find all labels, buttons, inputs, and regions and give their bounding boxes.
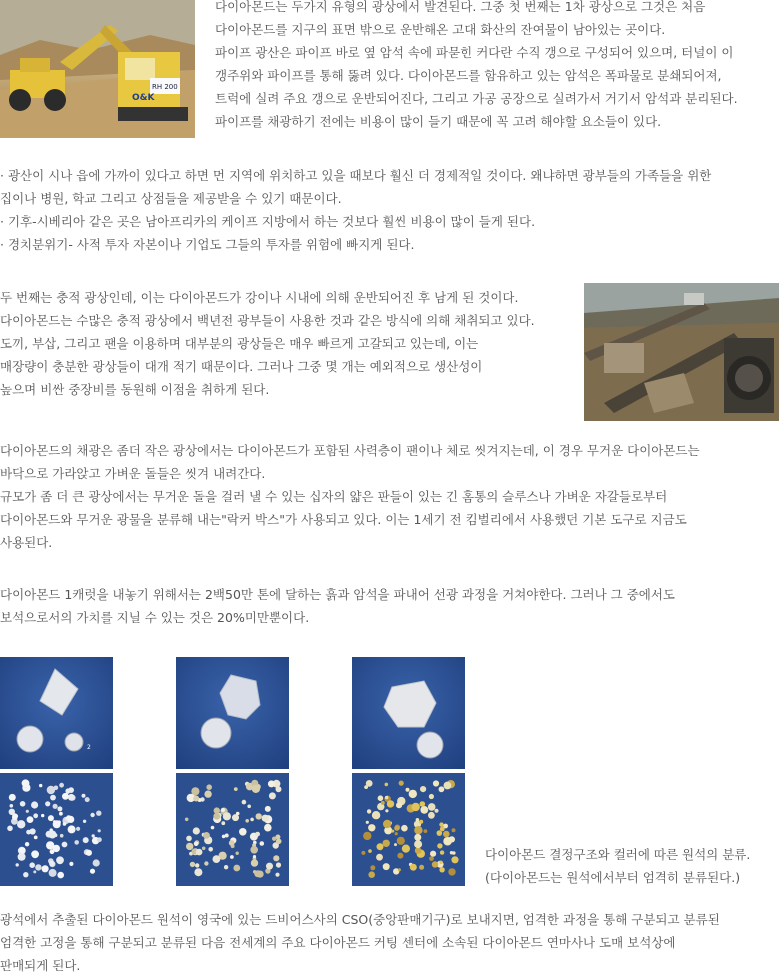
intro-line: 트럭에 실려 주요 갱으로 운반되어진다, 그리고 가공 공장으로 실려가서 거기서 암석과 분리된다. bbox=[215, 91, 738, 106]
rough-stone bbox=[265, 806, 271, 812]
rough-stone bbox=[20, 801, 26, 807]
rough-stone bbox=[419, 820, 423, 824]
rough-stone bbox=[437, 843, 442, 848]
rough-stone bbox=[193, 796, 199, 802]
rough-stone bbox=[76, 827, 80, 831]
rough-stone bbox=[385, 783, 389, 787]
mining-line: 다이아몬드와 무거운 광물을 분류해 내는"락커 박스"가 사용되고 있다. 이는 1세기 전 킴벌리에서 사용했던 기본 도구로 지금도 bbox=[0, 512, 687, 527]
rough-diamond-rounded-photo bbox=[352, 657, 465, 769]
rough-stone bbox=[391, 830, 394, 833]
rough-diamond-irregular-photo bbox=[176, 657, 289, 769]
rough-stone bbox=[449, 837, 454, 842]
rough-stone bbox=[272, 837, 276, 841]
rough-stone bbox=[409, 790, 417, 798]
rough-stone bbox=[194, 868, 202, 876]
rough-stone bbox=[257, 871, 264, 878]
alluvial-line: 도끼, 부삽, 그리고 팬을 이용하며 대부분의 광상들은 매우 빠르게 고갈되고 있는데, 이는 bbox=[0, 336, 479, 351]
rough-stone bbox=[9, 809, 15, 815]
rough-stone bbox=[269, 792, 276, 799]
rough-stone bbox=[63, 822, 67, 826]
rough-stone bbox=[26, 810, 29, 813]
rough-stone bbox=[83, 837, 89, 843]
rough-stone bbox=[19, 847, 25, 853]
factor-item: 집이나 병원, 학교 그리고 상점들을 제공받을 수 있기 때문이다. bbox=[0, 191, 342, 206]
rough-stone bbox=[440, 850, 444, 854]
rough-stone bbox=[31, 850, 39, 858]
rough-stone bbox=[23, 872, 28, 877]
rough-stone bbox=[385, 809, 388, 812]
rough-stone bbox=[208, 847, 213, 852]
rough-stone bbox=[381, 801, 385, 805]
rough-stone bbox=[394, 825, 399, 830]
rough-stone bbox=[236, 852, 239, 855]
rough-stone bbox=[276, 786, 282, 792]
rough-stone bbox=[410, 864, 417, 871]
rough-stone bbox=[185, 818, 189, 822]
rough-stone bbox=[232, 814, 239, 821]
rough-stone bbox=[190, 862, 195, 867]
rough-stone bbox=[45, 801, 50, 806]
rough-stone bbox=[439, 867, 444, 872]
rough-stone bbox=[83, 820, 86, 823]
intro-line: 파이프를 채광하기 전에는 비용이 많이 들기 때문에 꼭 고려 해야할 요소들이 있다. bbox=[215, 114, 662, 129]
rough-stone bbox=[448, 868, 455, 875]
rough-stone bbox=[437, 830, 443, 836]
carat-line: 다이아몬드 1캐럿을 내놓기 위해서는 2백50만 톤에 달하는 흙과 암석을 파내어 선광 과정을 거쳐야한다. 그러나 그 중에서도 bbox=[0, 587, 675, 602]
rough-stone bbox=[451, 856, 458, 863]
rough-stone bbox=[186, 836, 192, 842]
rough-stone bbox=[242, 800, 247, 805]
rough-stone bbox=[33, 813, 38, 818]
factors-list bbox=[0, 164, 711, 256]
rough-stone bbox=[41, 814, 44, 817]
intro-line: 다이아몬드를 지구의 표면 밖으로 운반해온 고대 화산의 잔여물이 남아있는 곳이다. bbox=[215, 22, 666, 37]
mining-paragraph bbox=[0, 439, 700, 554]
rough-stone bbox=[424, 829, 428, 833]
intro-paragraph bbox=[215, 0, 738, 133]
rough-stone bbox=[262, 815, 269, 822]
rough-stone bbox=[213, 855, 221, 863]
mining-line: 사용된다. bbox=[0, 535, 53, 550]
rough-stone bbox=[48, 815, 54, 821]
rough-stone bbox=[363, 832, 371, 840]
rough-stone bbox=[62, 793, 69, 800]
caption-line-2: (다이아몬드는 원석에서부터 엄격히 분류된다.) bbox=[485, 870, 741, 885]
rough-stone bbox=[29, 828, 35, 834]
mining-line: 다이아몬드의 채광은 좀더 작은 광상에서는 다이아몬드가 포함된 사력층이 팬이나 체로 씻겨지는데, 이 경우 무거운 다이아몬드는 bbox=[0, 443, 700, 458]
rough-stone bbox=[245, 819, 249, 823]
rough-stone bbox=[268, 780, 275, 787]
rough-stone bbox=[420, 806, 428, 814]
rough-stone bbox=[251, 859, 258, 866]
rough-stone bbox=[444, 782, 452, 790]
rough-stone bbox=[397, 837, 405, 845]
intro-line: 다이아몬드는 두가지 유형의 광상에서 발견된다. 그중 첫 번째는 1차 광상으로 그것은 처음 bbox=[215, 0, 706, 14]
rough-stone bbox=[16, 863, 19, 866]
rough-stone bbox=[429, 794, 434, 799]
rough-stone bbox=[255, 832, 260, 837]
rough-stone bbox=[250, 818, 254, 822]
rough-stone bbox=[247, 805, 251, 809]
rough-stone bbox=[224, 865, 228, 869]
rough-stone bbox=[195, 863, 199, 867]
rough-stone bbox=[211, 826, 215, 830]
rough-stone bbox=[221, 808, 225, 812]
truck-brand-text: O&K bbox=[132, 93, 155, 103]
rough-stone bbox=[429, 856, 434, 861]
rough-stone bbox=[266, 863, 273, 870]
rough-stone bbox=[213, 813, 220, 820]
alluvial-line: 두 번째는 충적 광상인데, 이는 다이아몬드가 강이나 시내에 의해 운반되어진 후 남게 된 것이다. bbox=[0, 290, 519, 305]
rough-stone bbox=[252, 785, 260, 793]
rough-stone bbox=[202, 847, 206, 851]
rough-stone bbox=[419, 865, 424, 870]
rough-stone bbox=[420, 786, 426, 792]
rough-stone bbox=[66, 815, 71, 820]
rough-stone bbox=[377, 843, 384, 850]
rough-stone bbox=[194, 842, 199, 847]
rough-stone bbox=[401, 825, 408, 832]
rough-stone bbox=[395, 832, 398, 835]
rough-stone bbox=[452, 851, 456, 855]
alluvial-plant-photo bbox=[584, 283, 779, 421]
rough-stone bbox=[399, 781, 404, 786]
rough-stone bbox=[253, 855, 256, 858]
rough-stone bbox=[376, 854, 383, 861]
rough-stone bbox=[428, 812, 435, 819]
rough-stone bbox=[7, 826, 13, 832]
rough-stone bbox=[439, 861, 442, 864]
factor-item: · 경치분위기- 사적 투자 자본이나 기업도 그들의 투자를 위험에 빠지게 된다. bbox=[0, 237, 415, 252]
rough-stone bbox=[46, 841, 54, 849]
rough-stone bbox=[239, 828, 247, 836]
rough-stone bbox=[96, 811, 101, 816]
rough-stone bbox=[273, 855, 279, 861]
rough-stone bbox=[385, 796, 388, 799]
rough-stone bbox=[420, 801, 426, 807]
rough-stone bbox=[260, 841, 265, 846]
rough-stone bbox=[27, 816, 34, 823]
rough-stone bbox=[74, 840, 79, 845]
rough-stone bbox=[48, 831, 56, 839]
rough-stone bbox=[39, 784, 42, 787]
rough-stone bbox=[396, 802, 402, 808]
rough-stone bbox=[250, 846, 258, 854]
rough-stone bbox=[33, 870, 36, 873]
rough-stone bbox=[428, 803, 436, 811]
sorted-white-roughs-photo bbox=[0, 773, 113, 886]
rough-stone bbox=[264, 824, 272, 832]
rough-stone bbox=[372, 811, 380, 819]
rough-stone bbox=[368, 871, 375, 878]
rough-stone bbox=[367, 809, 371, 813]
rough-stone bbox=[204, 861, 208, 865]
rough-stone bbox=[439, 822, 443, 826]
rough-stone bbox=[368, 849, 372, 853]
carat-line: 보석으로서의 가치를 지닐 수 있는 것은 20%미만뿐이다. bbox=[0, 610, 310, 625]
rough-stone bbox=[47, 786, 55, 794]
truck-number-text: RH 200 bbox=[152, 83, 178, 91]
excavator-photo bbox=[0, 0, 195, 138]
rough-stone bbox=[42, 865, 49, 872]
rough-stone bbox=[31, 801, 38, 808]
rough-stone bbox=[85, 797, 90, 802]
mining-line: 규모가 좀 더 큰 광상에서는 무거운 돌을 걸러 낼 수 있는 십자의 얇은 판들이 있는 긴 홈통의 슬루스나 가벼운 자갈들로부터 bbox=[0, 489, 668, 504]
rough-stone bbox=[378, 795, 384, 801]
rough-stone bbox=[387, 800, 394, 807]
closing-line: 판매되게 된다. bbox=[0, 958, 81, 973]
rough-stone bbox=[368, 824, 375, 831]
rough-stone bbox=[82, 794, 86, 798]
factor-item: · 광산이 시나 읍에 가까이 있다고 하면 먼 지역에 위치하고 있을 때보다 훨신 더 경제적일 것이다. 왜냐하면 광부들의 가족들을 위한 bbox=[0, 168, 712, 183]
rough-stone bbox=[53, 804, 58, 809]
rough-stone bbox=[69, 862, 73, 866]
rough-stone bbox=[10, 804, 14, 808]
rough-stone bbox=[230, 855, 234, 859]
rough-stone bbox=[222, 835, 226, 839]
rough-stone bbox=[59, 783, 64, 788]
intro-line: 갱주위와 파이프를 통해 뚫려 있다. 다이아몬드를 함유하고 있는 암석은 폭파물로 분쇄되어져, bbox=[215, 68, 722, 83]
rough-stone bbox=[17, 820, 25, 828]
rough-stone bbox=[57, 806, 62, 811]
rough-stone bbox=[398, 868, 401, 871]
rough-stone bbox=[432, 861, 438, 867]
rough-stone bbox=[221, 821, 225, 825]
rough-stone bbox=[97, 837, 102, 842]
rough-stone bbox=[439, 786, 445, 792]
intro-line: 파이프 광산은 파이프 바로 옆 암석 속에 파묻힌 커다란 수직 갱으로 구성되어 있으며, 터널이 이 bbox=[215, 45, 734, 60]
mining-line: 바닥으로 가라앉고 가벼운 돌들은 씻겨 내려간다. bbox=[0, 466, 266, 481]
rough-stone bbox=[204, 790, 211, 797]
rough-stone bbox=[397, 853, 403, 859]
rough-stone bbox=[223, 812, 231, 820]
rough-stone bbox=[57, 872, 64, 879]
rough-stone bbox=[402, 845, 410, 853]
rough-stone bbox=[364, 785, 368, 789]
rough-stone bbox=[276, 862, 281, 867]
carat-paragraph bbox=[0, 583, 675, 629]
rough-stone bbox=[68, 794, 75, 801]
rough-stone bbox=[93, 859, 100, 866]
rough-stone bbox=[196, 849, 203, 856]
alluvial-paragraph bbox=[0, 286, 535, 401]
closing-line: 엄격한 고정을 통해 구분되고 분류된 다음 전세계의 주요 다이아몬드 커팅 센터에 소속된 다이아몬드 연마사나 도매 보석상에 bbox=[0, 935, 676, 950]
rough-stone bbox=[276, 839, 282, 845]
rough-stone bbox=[9, 794, 16, 801]
rough-stone bbox=[206, 784, 212, 790]
rough-stone bbox=[440, 827, 445, 832]
rough-stone bbox=[452, 828, 456, 832]
rough-stone bbox=[68, 825, 76, 833]
rough-stone bbox=[370, 865, 375, 870]
rough-stone bbox=[53, 820, 61, 828]
rough-stone bbox=[29, 862, 35, 868]
caption-line-1: 다이아몬드 결정구조와 컬러에 따른 원석의 분류. bbox=[485, 847, 751, 862]
closing-line: 광석에서 추출된 다이아몬드 원석이 영국에 있는 드비어스사의 CSO(중앙판매기구)로 보내지면, 엄격한 과정을 통해 구분되고 분류된 bbox=[0, 912, 720, 927]
rough-stone bbox=[203, 832, 210, 839]
rough-stone bbox=[92, 834, 95, 837]
factor-item: · 기후-시베리아 같은 곳은 남아프리카의 케이프 지방에서 하는 것보다 훨씬 비용이 많이 들게 된다. bbox=[0, 214, 536, 229]
rough-stone bbox=[233, 865, 240, 872]
rough-stone bbox=[383, 863, 390, 870]
rough-stone bbox=[414, 840, 422, 848]
rough-stone bbox=[435, 809, 439, 813]
rough-stone bbox=[443, 831, 450, 838]
rough-stone bbox=[361, 851, 365, 855]
rough-stone bbox=[383, 840, 390, 847]
rough-stone bbox=[49, 861, 54, 866]
sorted-mixed-roughs-photo bbox=[176, 773, 289, 886]
rough-stone bbox=[414, 834, 421, 841]
rough-stone bbox=[25, 842, 29, 846]
gem-caption bbox=[485, 843, 750, 889]
rough-stone bbox=[394, 843, 397, 846]
rough-stone bbox=[86, 850, 92, 856]
closing-paragraph bbox=[0, 908, 720, 977]
rough-stone bbox=[406, 788, 410, 792]
rough-stone bbox=[59, 812, 63, 816]
rough-stone bbox=[433, 780, 439, 786]
rough-stone bbox=[62, 842, 68, 848]
rough-stone bbox=[50, 795, 56, 801]
rough-stone bbox=[186, 843, 193, 850]
rough-stone bbox=[193, 827, 200, 834]
rough-stone bbox=[98, 829, 101, 832]
rough-stone bbox=[275, 873, 279, 877]
rough-stone bbox=[229, 840, 235, 846]
rough-stone bbox=[22, 779, 30, 787]
rough-diamond-octahedron-photo bbox=[0, 657, 113, 769]
rough-stone bbox=[415, 847, 422, 854]
rough-stone bbox=[34, 836, 38, 840]
rough-stone bbox=[383, 820, 391, 828]
rough-stone bbox=[56, 856, 64, 864]
alluvial-line: 매장량이 충분한 광상들이 대개 적기 때문이다. 그러나 그중 몇 개는 예외적으로 생산성이 bbox=[0, 359, 483, 374]
rough-stone bbox=[49, 869, 57, 877]
sample-mark: 2 bbox=[87, 744, 91, 751]
rough-stone bbox=[35, 864, 41, 870]
rough-stone bbox=[412, 803, 420, 811]
rough-stone bbox=[234, 787, 238, 791]
rough-stone bbox=[430, 851, 436, 857]
rough-stone bbox=[366, 821, 369, 824]
rough-stone bbox=[90, 813, 94, 817]
rough-stone bbox=[90, 869, 95, 874]
rough-stone bbox=[256, 813, 262, 819]
alluvial-line: 높으며 비싼 중장비를 동원해 이점을 취하게 된다. bbox=[0, 382, 270, 397]
alluvial-line: 다이아몬드는 수많은 충적 광상에서 백년전 광부들이 사용한 것과 같은 방식에 의해 채취되고 있다. bbox=[0, 313, 535, 328]
rough-stone bbox=[60, 834, 64, 838]
sorted-colored-roughs-photo bbox=[352, 773, 465, 886]
